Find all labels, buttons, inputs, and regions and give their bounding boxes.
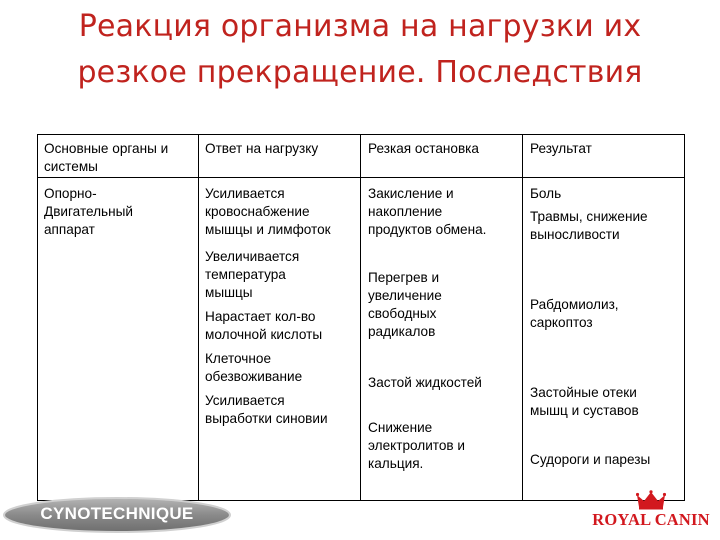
stop-effect-item: Снижение электролитов и кальция. bbox=[368, 420, 466, 471]
response-item: Нарастает кол-во молочной кислоты bbox=[205, 309, 323, 342]
slide-title bbox=[0, 4, 720, 96]
header-result: Результат bbox=[530, 141, 592, 156]
column-divider bbox=[360, 135, 361, 500]
royal-canin-wordmark: ROYAL CANIN bbox=[592, 510, 710, 529]
result-item: Боль bbox=[530, 186, 562, 201]
column-divider bbox=[198, 135, 199, 500]
response-item: Усиливается кровоснабжение мышцы и лимфоток bbox=[205, 186, 331, 237]
slide-title-line-2: резкое прекращение. Последствия bbox=[77, 55, 643, 90]
stop-effect-item: Застой жидкостей bbox=[368, 375, 482, 390]
organ-system-cell: Опорно- Двигательный аппарат bbox=[44, 186, 134, 237]
response-item: Увеличивается температура мышцы bbox=[205, 249, 300, 300]
result-item: Рабдомиолиз, саркоптоз bbox=[530, 297, 619, 330]
header-load-response: Ответ на нагрузку bbox=[205, 141, 319, 156]
response-item: Клеточное обезвоживание bbox=[205, 351, 303, 384]
stop-effect-item: Перегрев и увеличение свободных радикалов bbox=[368, 270, 442, 339]
response-item: Усиливается выработки синовии bbox=[205, 393, 328, 426]
header-divider bbox=[38, 177, 684, 178]
column-divider bbox=[522, 135, 523, 500]
header-organs-systems: Основные органы и системы bbox=[44, 141, 169, 174]
result-item: Травмы, снижение выносливости bbox=[530, 209, 648, 242]
stop-effect-item: Закисление и накопление продуктов обмена. bbox=[368, 186, 487, 237]
result-item: Судороги и парезы bbox=[530, 452, 651, 467]
royal-canin-logo bbox=[588, 490, 714, 534]
cynotechnique-logo bbox=[2, 496, 232, 534]
crown-icon bbox=[636, 490, 666, 510]
effects-table bbox=[37, 134, 685, 501]
cynotechnique-wordmark: CYNOTECHNIQUE bbox=[40, 504, 194, 523]
header-sudden-stop: Резкая остановка bbox=[368, 141, 479, 156]
result-item: Застойные отеки мышц и суставов bbox=[530, 385, 639, 418]
slide-title-line-1: Реакция организма на нагрузки их bbox=[78, 9, 642, 44]
